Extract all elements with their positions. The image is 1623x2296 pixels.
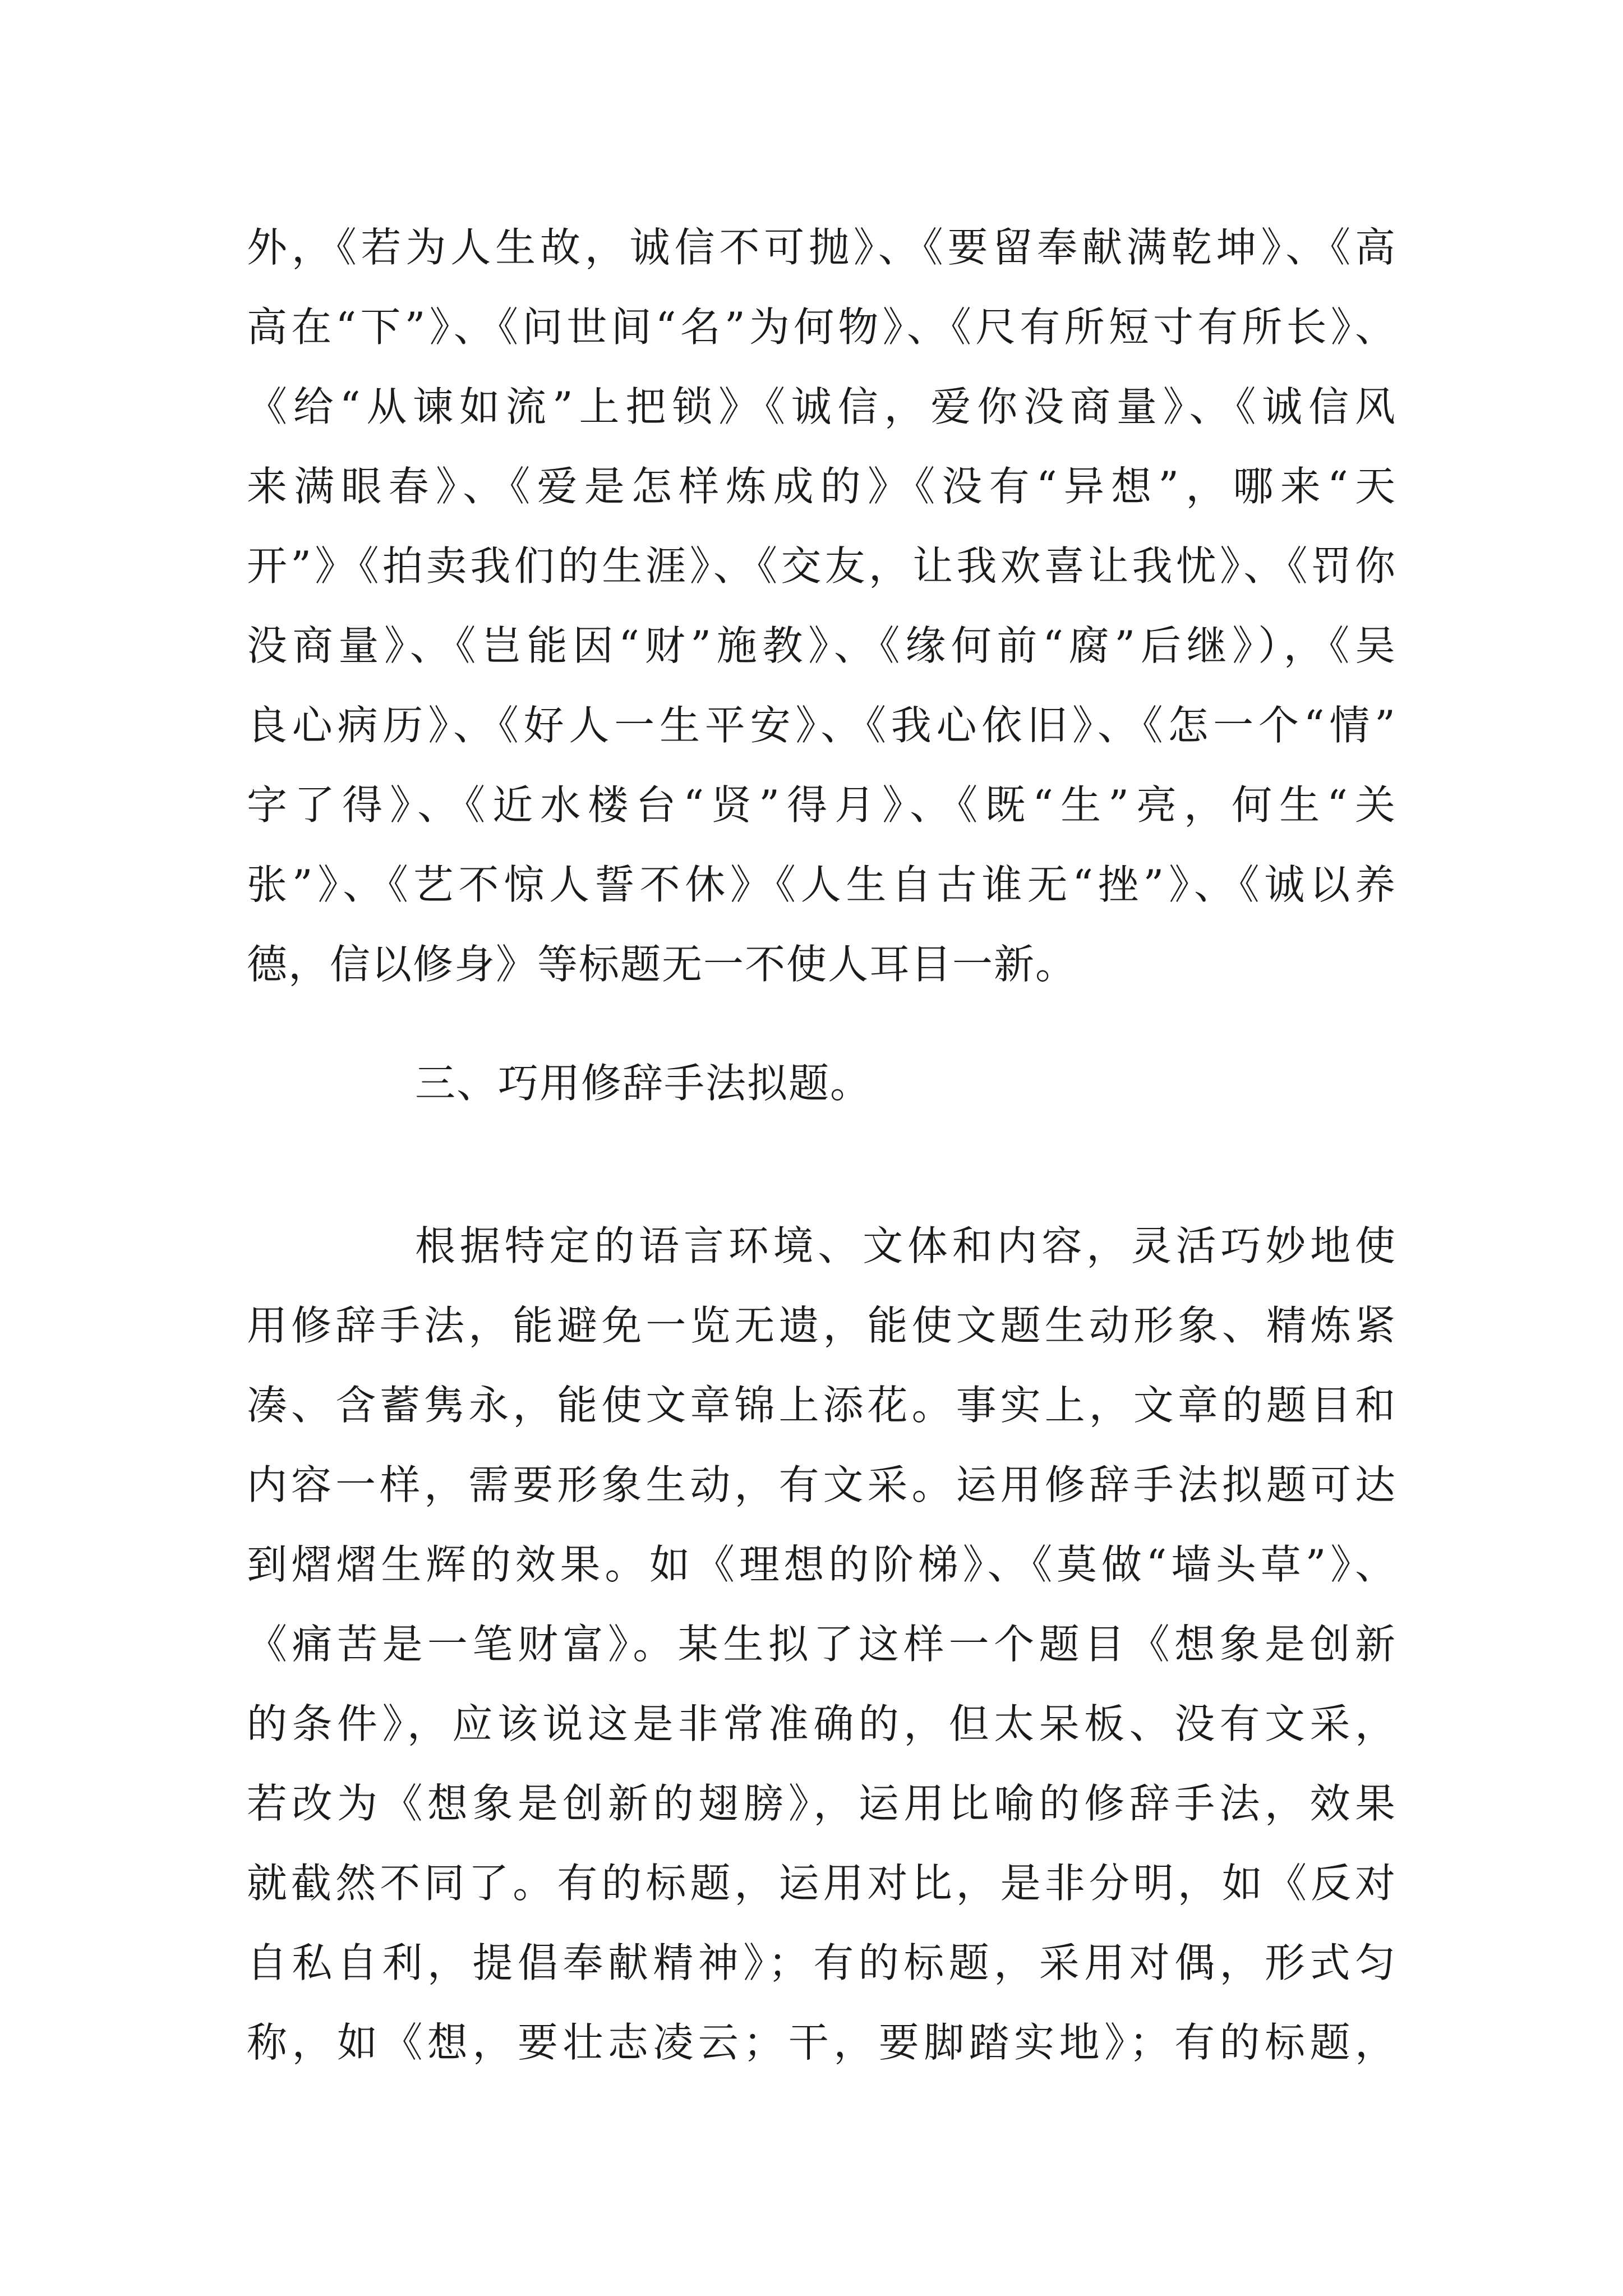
paragraph-line: 《痛苦是一笔财富》。某生拟了这样一个题目《想象是创新 — [247, 1621, 1396, 1668]
paragraph-line: 用修辞手法，能避免一览无遗，能使文题生动形象、精炼紧 — [247, 1302, 1396, 1349]
paragraph-line: 自私自利，提倡奉献精神》；有的标题，采用对偶，形式匀 — [247, 1939, 1396, 1986]
paragraph-line: 德，信以修身》等标题无一不使人耳目一新。 — [247, 941, 1077, 988]
paragraph-title-examples — [247, 208, 1396, 1004]
paragraph-line: 字了得》、《近水楼台“贤”得月》、《既“生”亮，何生“关 — [247, 781, 1396, 829]
paragraph-line: 《给“从谏如流”上把锁》《诚信，爱你没商量》、《诚信风 — [247, 383, 1396, 430]
paragraph-rhetoric — [247, 1206, 1396, 2082]
paragraph-line: 若改为《想象是创新的翅膀》，运用比喻的修辞手法，效果 — [247, 1780, 1396, 1827]
paragraph-line: 来满眼春》、《爱是怎样炼成的》《没有“异想”，哪来“天 — [247, 463, 1396, 510]
paragraph-line: 根据特定的语言环境、文体和内容，灵活巧妙地使 — [415, 1222, 1396, 1269]
paragraph-line: 张”》、《艺不惊人誓不休》《人生自古谁无“挫”》、《诚以养 — [247, 861, 1396, 908]
paragraph-line: 开”》《拍卖我们的生涯》、《交友，让我欢喜让我忧》、《罚你 — [247, 542, 1396, 590]
paragraph-line: 称，如《想，要壮志凌云；干，要脚踏实地》；有的标题， — [247, 2019, 1396, 2066]
paragraph-line: 的条件》，应该说这是非常准确的，但太呆板、没有文采， — [247, 1700, 1396, 1747]
paragraph-line: 就截然不同了。有的标题，运用对比，是非分明，如《反对 — [247, 1860, 1396, 1907]
paragraph-line: 没商量》、《岂能因“财”施教》、《缘何前“腐”后继》），《吴 — [247, 622, 1396, 669]
paragraph-line: 高在“下”》、《问世间“名”为何物》、《尺有所短寸有所长》、 — [247, 303, 1396, 351]
paragraph-line: 凑、含蓄隽永，能使文章锦上添花。事实上，文章的题目和 — [247, 1382, 1396, 1429]
paragraph-line: 内容一样，需要形象生动，有文采。运用修辞手法拟题可达 — [247, 1461, 1396, 1508]
paragraph-line: 到熠熠生辉的效果。如《理想的阶梯》、《莫做“墙头草”》、 — [247, 1541, 1396, 1588]
paragraph-line: 外，《若为人生故，诚信不可抛》、《要留奉献满乾坤》、《高 — [247, 224, 1396, 271]
section-heading: 三、巧用修辞手法拟题。 — [415, 1060, 872, 1107]
paragraph-line: 良心病历》、《好人一生平安》、《我心依旧》、《怎一个“情” — [247, 702, 1396, 749]
